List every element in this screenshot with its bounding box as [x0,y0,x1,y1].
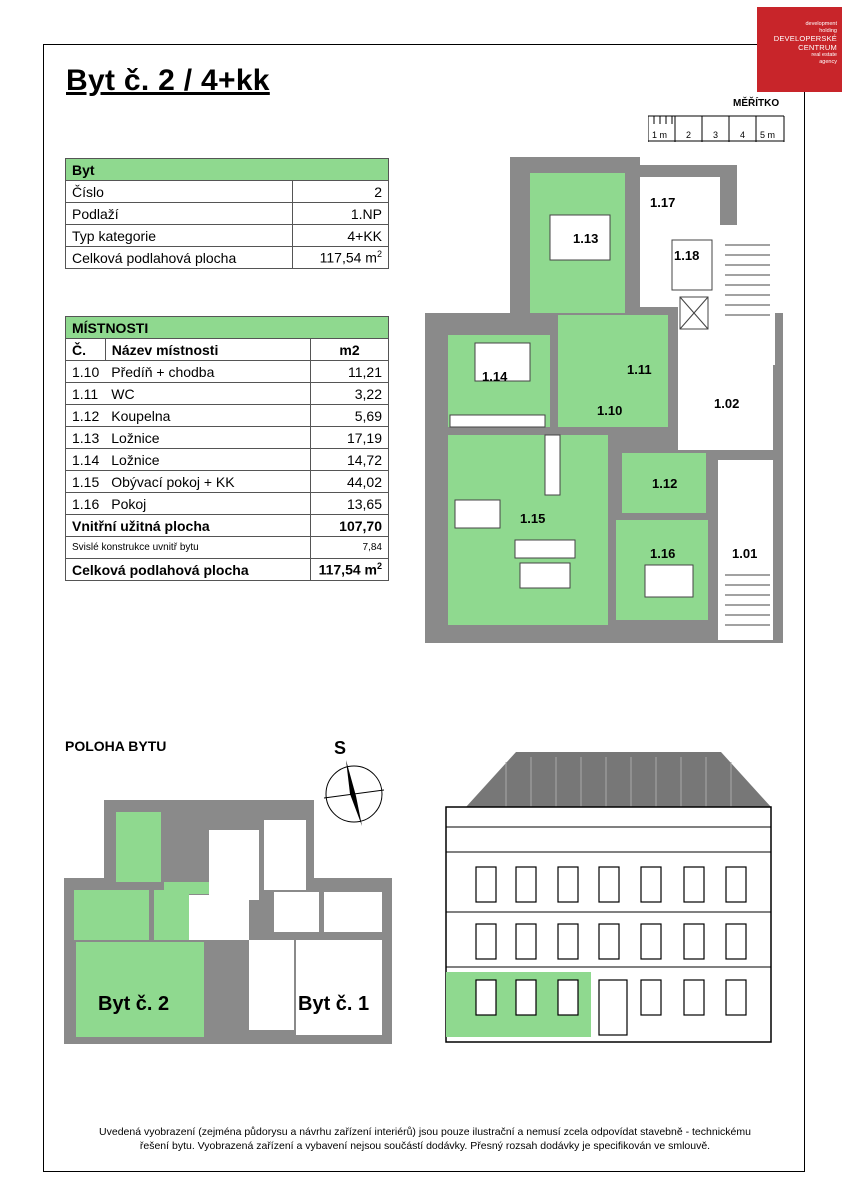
scale-tick: 5 m [760,130,776,140]
page-title: Byt č. 2 / 4+kk [66,64,270,97]
logo-line: real estate [811,52,837,58]
interior-area-value: 107,70 [311,515,389,537]
floor-plan [420,155,790,650]
row-value: 2 [292,181,388,203]
room-area: 13,65 [311,493,389,515]
rooms-table [65,316,389,581]
room-name: Ložnice [105,449,310,471]
room-name: Pokoj [105,493,310,515]
table-row [66,515,389,537]
room-name: Koupelna [105,405,310,427]
room-label: 1.15 [520,511,546,526]
table-row [66,559,389,581]
scale-tick: 1 m [652,130,668,140]
room-area: 5,69 [311,405,389,427]
scale-tick: 4 [740,130,746,140]
logo-line: DEVELOPERSKÉ [773,34,837,43]
area-value: 117,54 m [319,249,377,266]
room-label: 1.16 [650,546,676,561]
table-row [66,449,389,471]
room-label: 1.13 [573,231,599,246]
room-1-15 [448,435,608,625]
building-facade [436,752,781,1044]
room-number: 1.13 [66,427,106,449]
table-row [66,405,389,427]
table-row [66,203,389,225]
unit-sup: 2 [376,249,382,260]
table-row [66,361,389,383]
table-row [66,181,389,203]
room-area: 3,22 [311,383,389,405]
unit-sup: 2 [376,561,382,572]
logo-line: agency [819,58,837,65]
byt-table [65,158,389,269]
total-area-label: Celková podlahová plocha [66,559,311,581]
table-head-row [66,339,389,361]
row-label: Celková podlahová plocha [66,247,293,269]
room-name: WC [105,383,310,405]
table-row [66,493,389,515]
disclaimer-line: řešení bytu. Vyobrazená zařízení a vybavení nejsou součástí dodávky. Přesný rozsah dodávky je specifikován ve smlouvě. [139,1140,711,1152]
row-value [292,247,388,269]
disclaimer-line: Uvedená vyobrazení (zejména půdorysu a návrhu zařízení interiérů) jsou pouze ilustrační a nemusí zcela odpovídat stavebně - technickému [99,1126,751,1138]
room-label: 1.12 [652,476,678,491]
room-number: 1.16 [66,493,106,515]
compass-north-label: S [334,738,347,758]
room-number: 1.11 [66,383,106,405]
room-number: 1.12 [66,405,106,427]
col-header: m2 [311,339,389,361]
total-area-value [311,559,389,581]
rooms-table-header: MÍSTNOSTI [66,317,389,339]
byt-table-header: Byt [66,159,389,181]
interior-area-label: Vnitřní užitná plocha [66,515,311,537]
company-logo [757,7,842,92]
byt2-label: Byt č. 2 [98,993,170,1015]
room-label: 1.17 [650,195,676,210]
row-label: Podlaží [66,203,293,225]
room-label: 1.01 [732,546,758,561]
room-number: 1.15 [66,471,106,493]
room-area: 17,19 [311,427,389,449]
room-label: 1.14 [482,369,508,384]
room-label: 1.10 [597,403,623,418]
table-row [66,471,389,493]
room-label: 1.18 [674,248,700,263]
row-value: 4+KK [292,225,388,247]
row-label: Typ kategorie [66,225,293,247]
logo-line: development [805,21,837,27]
row-label: Číslo [66,181,293,203]
location-title: POLOHA BYTU [65,738,167,754]
table-row [66,225,389,247]
logo-line: CENTRUM [798,43,837,52]
byt1-label: Byt č. 1 [298,993,370,1015]
col-header: Název místnosti [105,339,310,361]
room-name: Obývací pokoj + KK [105,471,310,493]
col-header: Č. [66,339,106,361]
room-area: 11,21 [311,361,389,383]
room-label: 1.11 [627,362,652,377]
room-label: 1.02 [714,396,740,411]
scale-label: MĚŘÍTKO [733,98,780,109]
scale-bar [648,114,788,142]
structures-label: Svislé konstrukce uvnitř bytu [66,537,311,559]
logo-line: holding [819,27,837,34]
room-area: 14,72 [311,449,389,471]
row-value: 1.NP [292,203,388,225]
table-row [66,247,389,269]
scale-tick: 2 [686,130,692,140]
room-number: 1.14 [66,449,106,471]
area-value: 117,54 m [318,561,377,578]
scale-tick: 3 [713,130,719,140]
location-plan [64,800,394,1045]
disclaimer [60,1125,790,1153]
room-number: 1.10 [66,361,106,383]
room-area: 44,02 [311,471,389,493]
room-name: Ložnice [105,427,310,449]
table-row [66,427,389,449]
table-row [66,383,389,405]
room-name: Předíň + chodba [105,361,310,383]
table-row [66,537,389,559]
structures-value: 7,84 [311,537,389,559]
